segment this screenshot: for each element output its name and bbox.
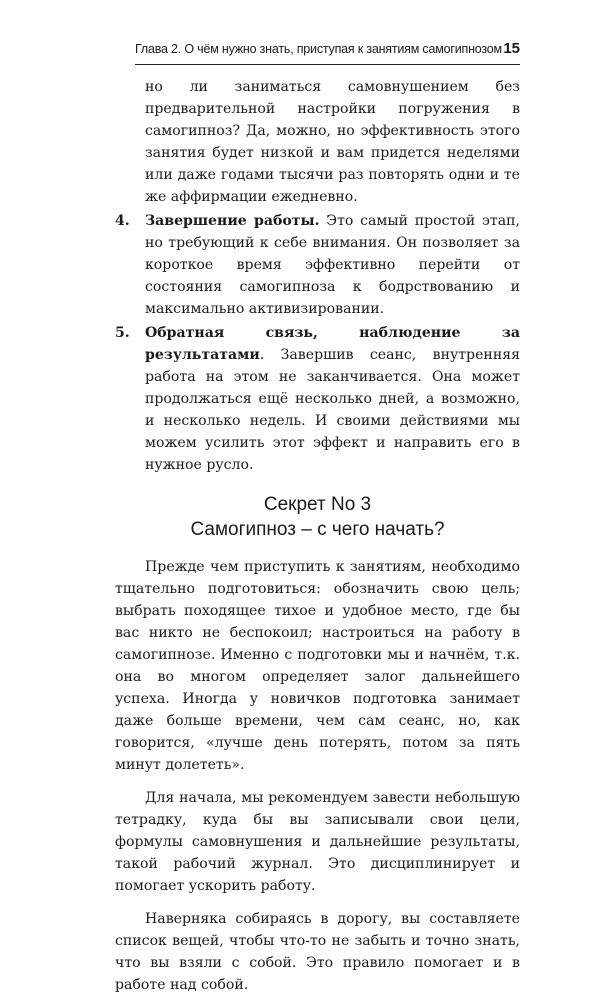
list-item-body: Это самый простой этап, но требующий к себе внимания. Он позволяет за короткое время эффективно перейти от состояния самогипноза к бодрствованию и максимально активизировании. <box>145 213 520 317</box>
section-heading-line-1: Секрет No 3 <box>263 494 372 515</box>
section-heading-line-2: Самогипноз – с чего начать? <box>190 519 445 540</box>
page-body <box>115 76 520 996</box>
body-paragraph: Для начала, мы рекомендуем завести небольшую тетрадку, куда бы вы записывали свои цели, формулы самовнушения и дальнейшие результаты, такой рабочий журнал. Это дисциплинирует и помогает ускорить работу. <box>115 790 520 894</box>
list-number: 5. <box>115 325 130 341</box>
header-rule <box>135 64 520 65</box>
list-number: 4. <box>115 213 130 229</box>
running-head <box>135 40 520 57</box>
list-item-4 <box>115 210 520 320</box>
list-item-text <box>145 210 520 320</box>
body-paragraph: Прежде чем приступить к занятиям, необходимо тщательно подготовиться: обозначить свою цель; выбрать походящее тихое и удобное место, где бы вас никто не беспокоил; настроиться на работу в самогипнозе. Именно с подготовки мы и начнём, т.к. она во многом определяет залог дальнейшего успеха. Иногда у новичков подготовка занимает даже больше времени, чем сам сеанс, но, как говорится, «лучше день потерять, потом за пять минут долететь». <box>115 559 520 773</box>
continued-paragraph: но ли заниматься самовнушением без предварительной настройки погружения в самогипноз? Да, можно, но эффективность этого занятия будет низкой и вам придется неделями или даже годами тысячи раз повторять одни и те же аффирмации ежедневно. <box>145 79 520 205</box>
list-item-5 <box>115 322 520 476</box>
list-item-title: Обратная связь, наблюдение за результатами <box>145 325 520 363</box>
body-paragraph: Наверняка собираясь в дорогу, вы составляете список вещей, чтобы что-то не забыть и точно знать, что вы взяли с собой. Это правило помогает и в работе над собой. <box>115 911 520 993</box>
list-item-body: . Завершив сеанс, внутренняя работа на этом не заканчивается. Она может продолжаться ещё несколько дней, а возможно, и несколько недель. И своими действиями мы можем усилить этот эффект и направить его в нужное русло. <box>145 347 520 473</box>
list-item-text <box>145 322 520 476</box>
page-number: 15 <box>503 40 520 57</box>
section-heading <box>115 492 520 542</box>
list-item-title: Завершение работы. <box>145 213 320 229</box>
running-head-title: Глава 2. О чём нужно знать, приступая к занятиям самогипнозом <box>135 42 502 56</box>
